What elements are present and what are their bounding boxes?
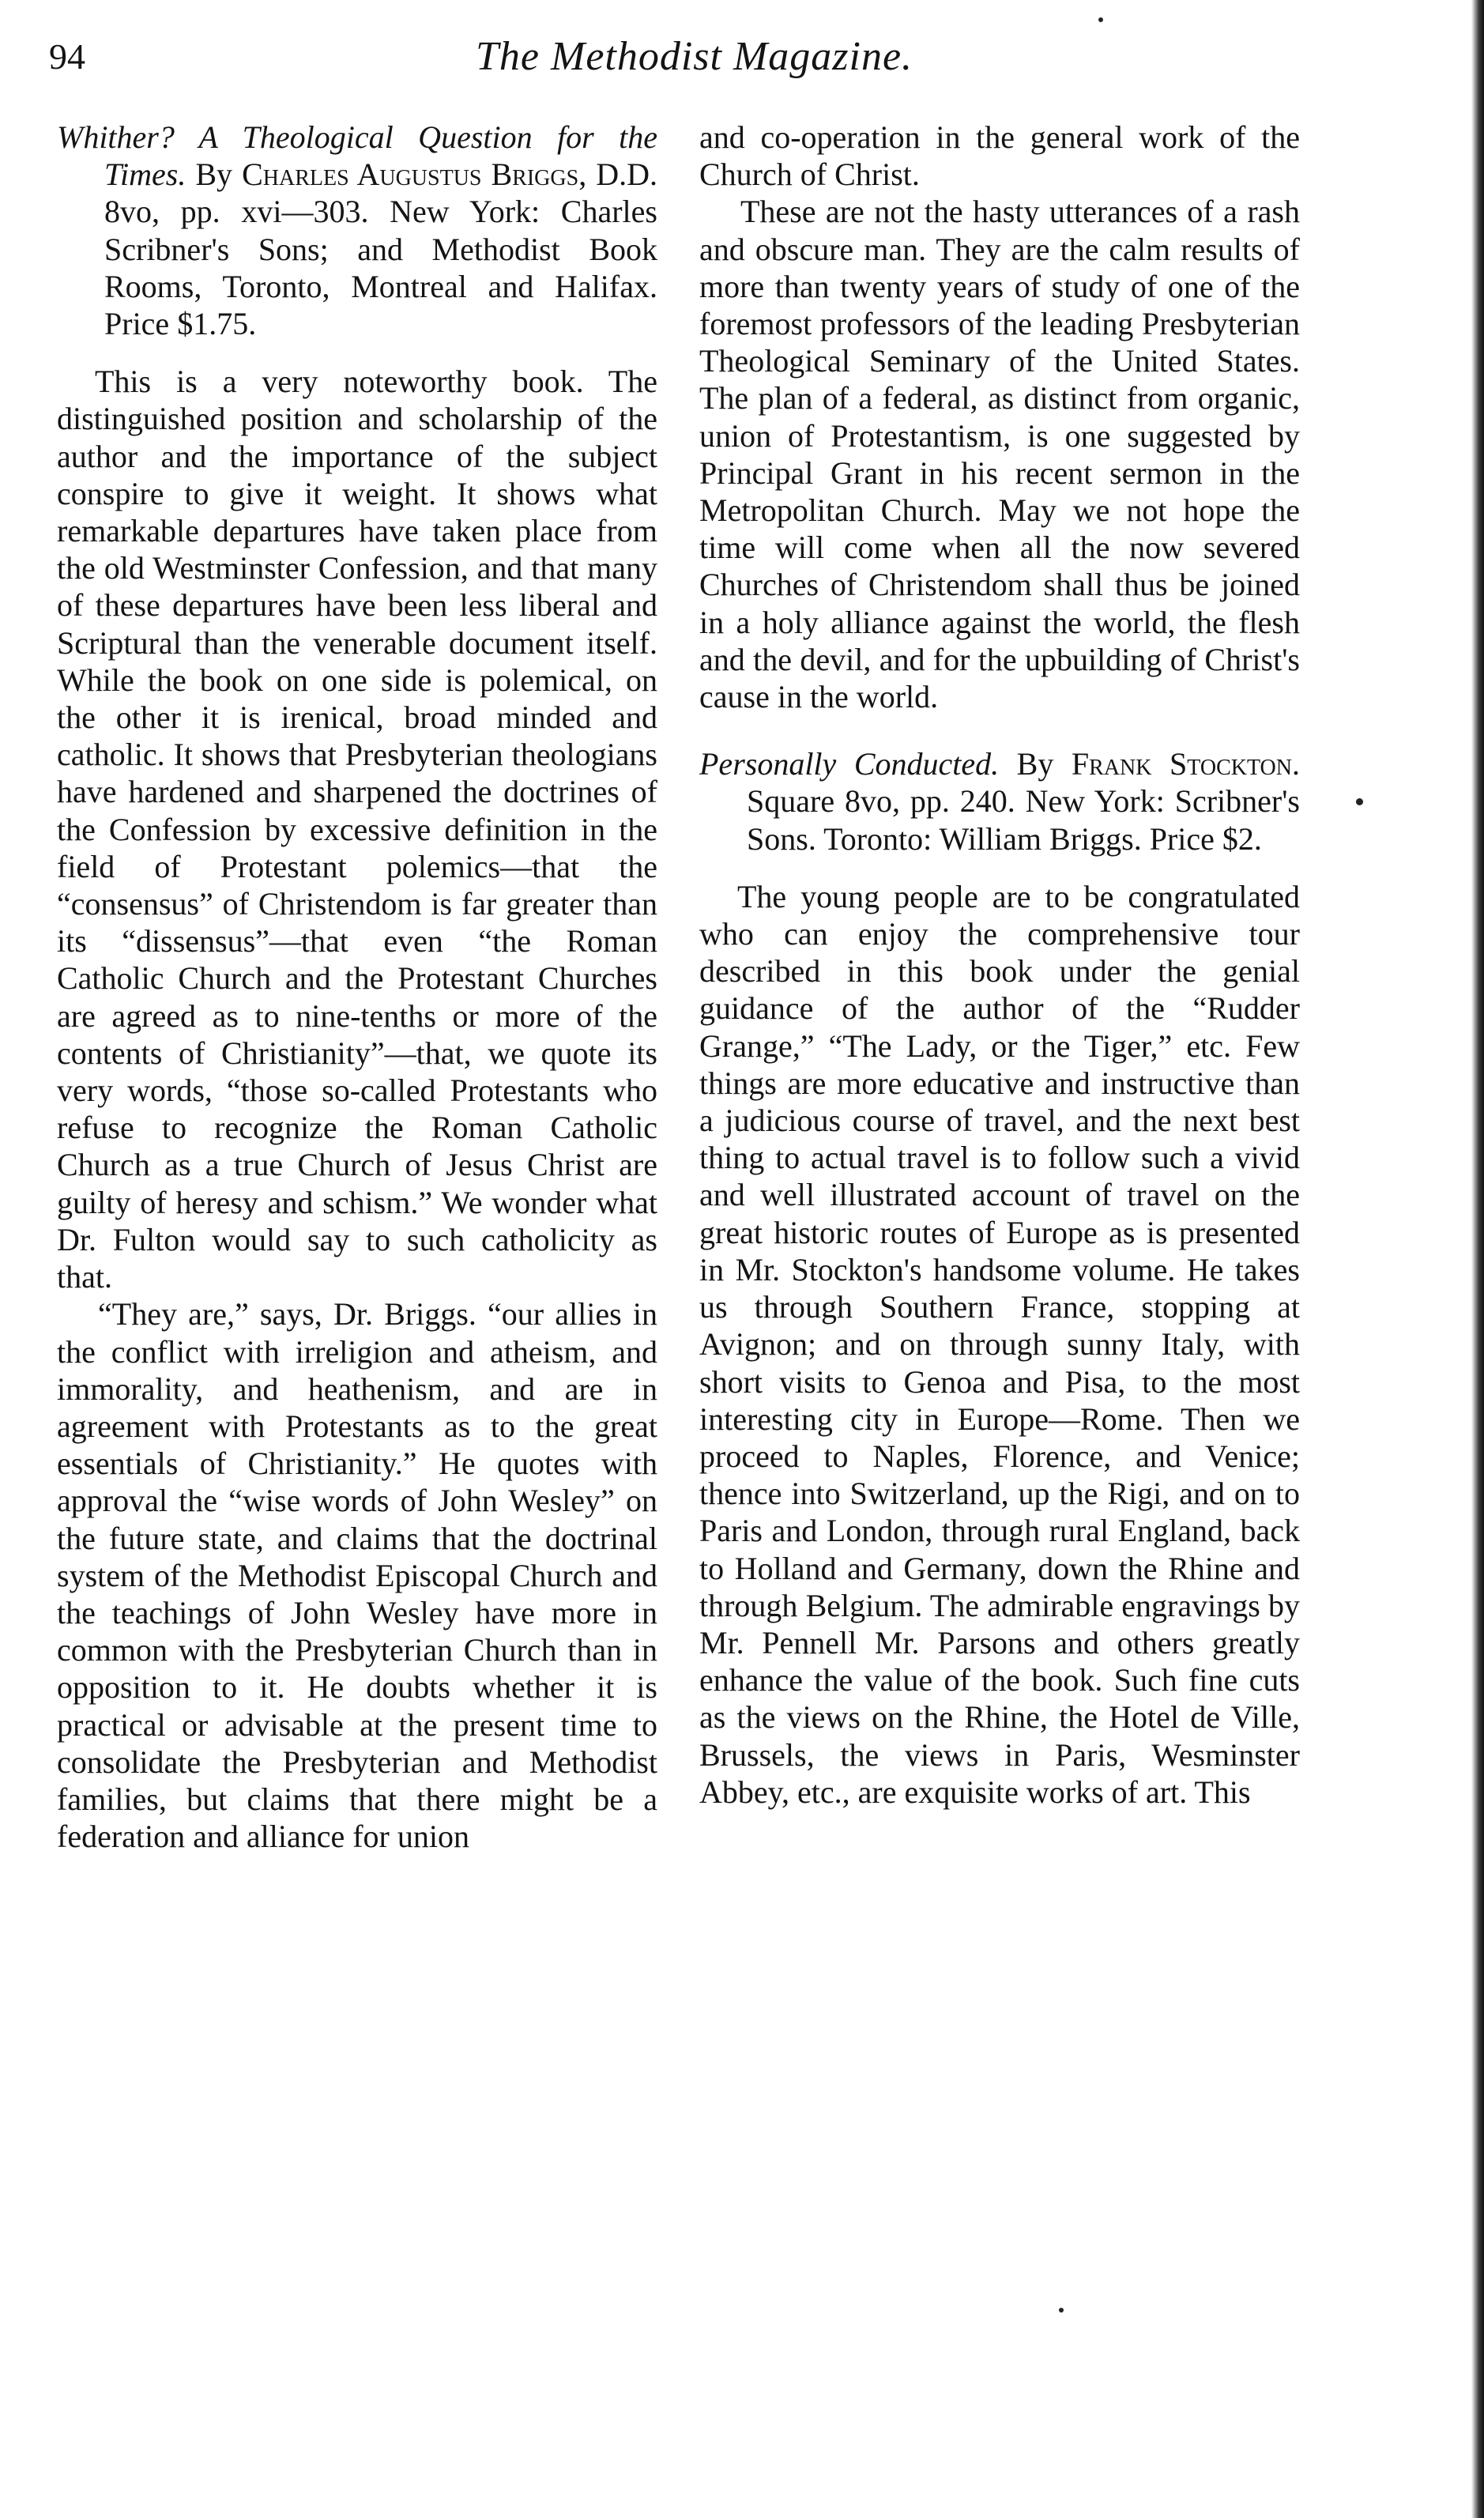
right-column [699,119,1300,1811]
by-word: By [195,156,233,193]
page-edge-shadow [1471,0,1484,2518]
book-details: . Square 8vo, pp. 240. New York: Scribner's Sons. Toronto: William Briggs. Price $2. [747,746,1301,857]
book-details: , D.D. 8vo, pp. xvi—303. New York: Charles Scribner's Sons; and Methodist Book Rooms, Toronto, Montreal and Halifax. Price $1.75. [104,156,657,342]
review-citation-whither [57,119,657,342]
review-paragraph: The young people are to be congratulated who can enjoy the comprehensive tour described in this book under the genial guidance of the author of the “Rudder Grange,” “The Lady, or the Tiger,” etc. Few things are more educative and instructive than a judicious course of travel, and the next best thing to actual travel is to follow such a vivid and well illustrated account of travel on the great historic routes of Europe as is presented in Mr. Stockton's handsome volume. He takes us through Southern France, stopping at Avignon; and on through sunny Italy, with short visits to Genoa and Pisa, to the most interesting city in Europe—Rome. Then we proceed to Naples, Florence, and Venice; thence into Switzerland, up the Rigi, and on to Paris and London, through rural England, back to Holland and Germany, down the Rhine and through Belgium. The admirable engravings by Mr. Pennell Mr. Parsons and others greatly enhance the value of the book. Such fine cuts as the views on the Rhine, the Hotel de Ville, Brussels, the views in Paris, Wesminster Abbey, etc., are exquisite works of art. This [699,878,1300,1810]
review-paragraph: These are not the hasty utterances of a rash and obscure man. They are the calm results of more than twenty years of study of one of the foremost professors of the leading Presbyterian Theological Seminary of the United States. The plan of a federal, as distinct from organic, union of Protestantism, is one suggested by Principal Grant in his recent sermon in the Metropolitan Church. May we not hope the time will come when all the now severed Churches of Christendom shall thus be joined in a holy alliance against the world, the flesh and the devil, and for the upbuilding of Christ's cause in the world. [699,194,1300,715]
running-title: The Methodist Magazine. [476,34,913,79]
review-paragraph: “They are,” says, Dr. Briggs. “our allies in the conflict with irreligion and atheism, and immorality, and heathenism, and are in agreement with Protestants as to the great essentials of Christianity.” He quotes with approval the “wise words of John Wesley” on the future state, and claims that the doctrinal system of the Methodist Episcopal Church and the teachings of John Wesley have more in common with the Presbyterian Church than in opposition to it. He doubts whether it is practical or advisable at the present time to consolidate the Presbyterian and Methodist families, but claims that there might be a federation and alliance for union [57,1296,657,1855]
print-speck [1356,798,1363,805]
review-paragraph: This is a very noteworthy book. The distinguished position and scholarship of the author and the importance of the subject conspire to give it weight. It shows what remarkable departures have taken place from the old Westminster Confession, and that many of these departures have been less liberal and Scriptural than the venerable document itself. While the book on one side is polemical, on the other it is irenical, broad minded and catholic. It shows that Presbyterian theologians have hardened and sharpened the doctrines of the Confession by excessive definition in the field of Protestant polemics—that the “consensus” of Christendom is far greater than its “dissensus”—that even “the Roman Catholic Church and the Protestant Churches are agreed as to nine-tenths or more of the contents of Christianity”—that, we quote its very words, “those so-called Protestants who refuse to recognize the Roman Catholic Church as a true Church of Jesus Christ are guilty of heresy and schism.” We wonder what Dr. Fulton would say to such catholicity as that. [57,364,657,1295]
review-paragraph-continued: and co-operation in the general work of the Church of Christ. [699,119,1300,193]
review-citation-personally-conducted [699,745,1300,858]
book-author: Frank Stockton [1071,746,1293,782]
book-title: Whither? A Theological Question for the Times. [57,119,657,193]
left-column [57,119,657,1855]
book-title: Personally Conducted. [699,746,1000,782]
print-speck [1098,17,1103,22]
page-header [49,33,1405,89]
book-author: Charles Augustus Briggs [242,156,579,193]
by-word: By [1016,746,1054,782]
page-number: 94 [49,36,85,77]
print-speck [1059,2308,1064,2313]
